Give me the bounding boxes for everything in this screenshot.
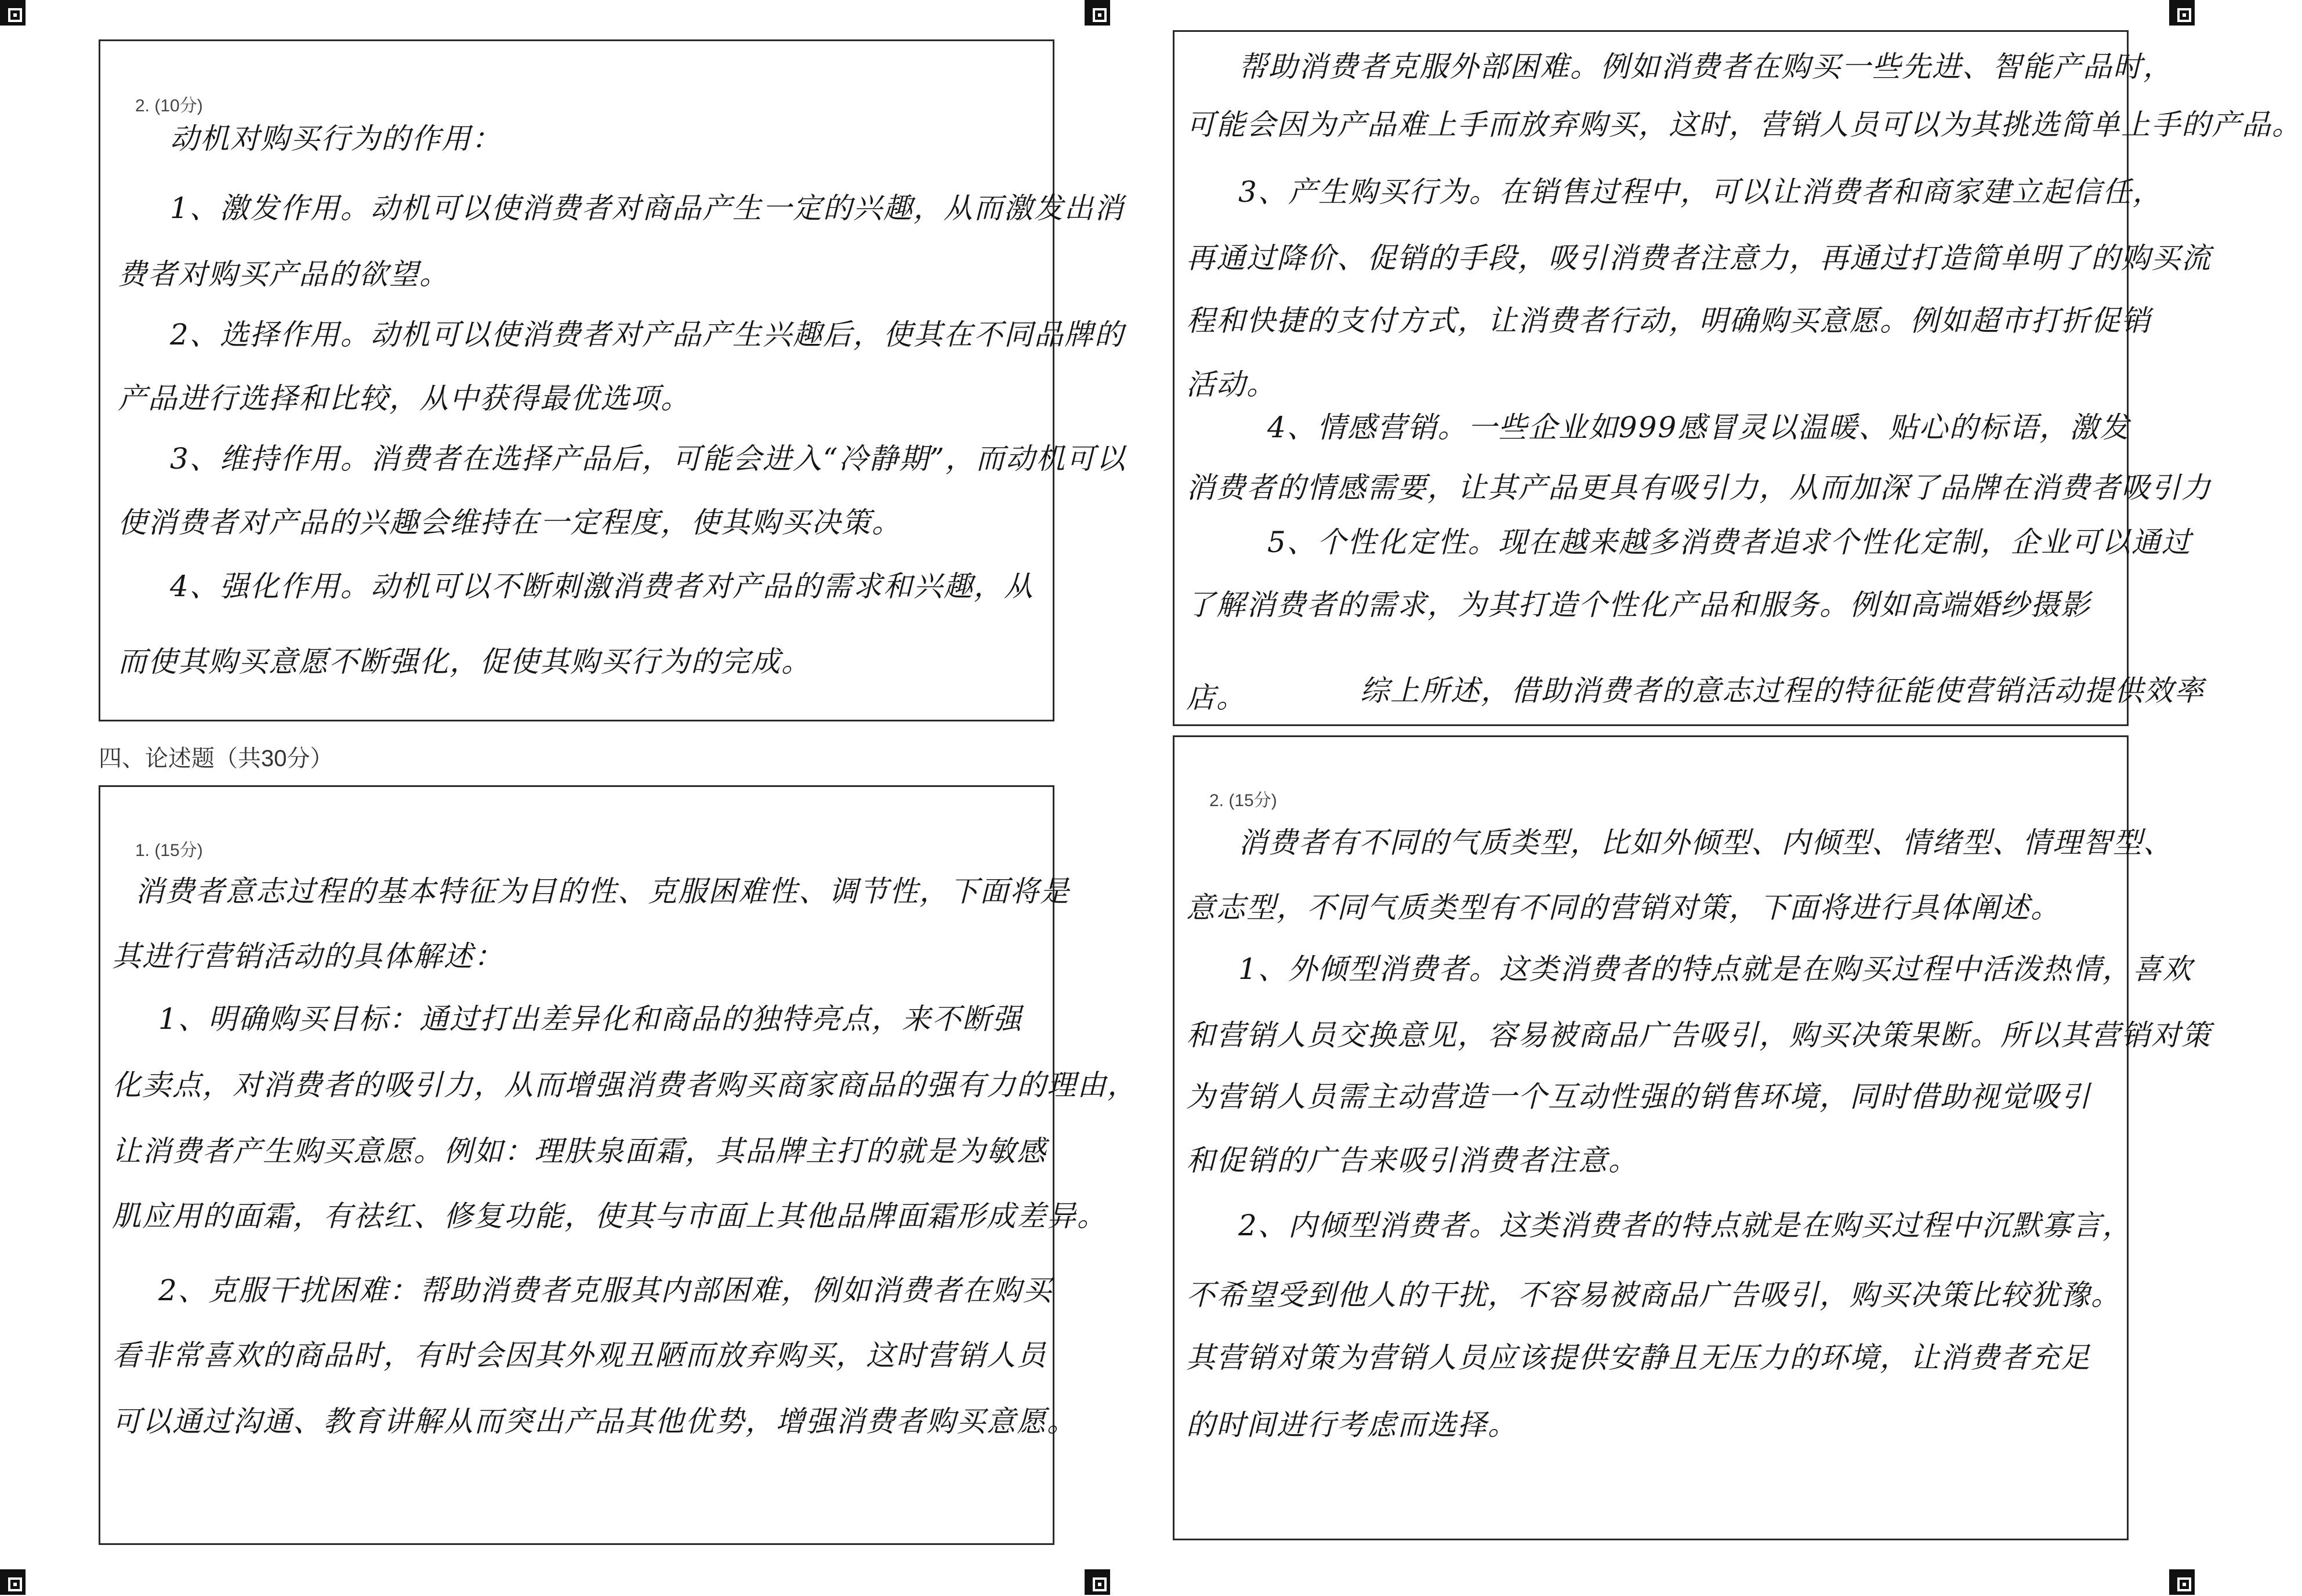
answer-line: 可能会因为产品难上手而放弃购买，这时，营销人员可以为其挑选简单上手的产品。 [1186, 108, 2302, 142]
answer-line: 费者对购买产品的欲望。 [118, 257, 449, 291]
answer-line: 帮助消费者克服外部困难。例如消费者在购买一些先进、智能产品时， [1238, 50, 2173, 84]
answer-line: 2、选择作用。动机可以使消费者对产品产生兴趣后，使其在不同品牌的 [170, 318, 1125, 351]
answer-box-q4-1-continued [1173, 30, 2302, 726]
answer-line: 3、维持作用。消费者在选择产品后，可能会进入“冷静期”，而动机可以 [170, 442, 1126, 476]
answer-line: 3、产生购买行为。在销售过程中，可以让消费者和商家建立起信任， [1238, 175, 2163, 209]
fiducial-marker-bottom-center [1085, 1569, 1110, 1595]
fiducial-marker-top-center [1085, 0, 1110, 26]
answer-box-q4-2 [1173, 735, 2212, 1540]
answer-line: 综上所述，借助消费者的意志过程的特征能使营销活动提供效率 [1360, 674, 2205, 708]
answer-line: 而使其购买意愿不断强化，促使其购买行为的完成。 [118, 645, 811, 679]
answer-line: 动机对购买行为的作用： [170, 122, 502, 155]
answer-line: 了解消费者的需求，为其打造个性化产品和服务。例如高端婚纱摄影 [1186, 588, 2091, 622]
answer-line: 让消费者产生购买意愿。例如：理肤泉面霜，其品牌主打的就是为敏感 [112, 1134, 1047, 1168]
answer-line: 使消费者对产品的兴趣会维持在一定程度，使其购买决策。 [118, 506, 902, 539]
answer-line: 程和快捷的支付方式，让消费者行动，明确购买意愿。例如超市打折促销 [1186, 304, 2151, 338]
answer-line: 肌应用的面霜，有祛红、修复功能，使其与市面上其他品牌面霜形成差异。 [112, 1199, 1107, 1233]
section-title: 四、论述题（共30分） [99, 746, 333, 771]
answer-line: 其营销对策为营销人员应该提供安静且无压力的环境，让消费者充足 [1186, 1341, 2091, 1374]
answer-line: 1、激发作用。动机可以使消费者对商品产生一定的兴趣，从而激发出消 [170, 191, 1125, 225]
fiducial-marker-bottom-left [0, 1569, 26, 1595]
answer-line: 意志型，不同气质类型有不同的营销对策，下面将进行具体阐述。 [1186, 891, 2061, 924]
question-label: 1. (15分) [135, 841, 203, 860]
answer-line: 可以通过沟通、教育讲解从而突出产品其他优势，增强消费者购买意愿。 [112, 1405, 1077, 1438]
answer-line: 不希望受到他人的干扰，不容易被商品广告吸引，购买决策比较犹豫。 [1186, 1278, 2121, 1312]
answer-line: 和促销的广告来吸引消费者注意。 [1186, 1144, 1638, 1177]
answer-line: 其进行营销活动的具体解述： [112, 940, 504, 973]
answer-line: 活动。 [1186, 368, 1277, 401]
fiducial-marker-top-right [2169, 0, 2195, 26]
answer-line: 5、个性化定性。现在越来越多消费者追求个性化定制，企业可以通过 [1267, 525, 2192, 559]
answer-line: 1、外倾型消费者。这类消费者的特点就是在购买过程中活泼热情，喜欢 [1238, 952, 2193, 986]
fiducial-marker-top-left [0, 0, 26, 26]
answer-line: 为营销人员需主动营造一个互动性强的销售环境，同时借助视觉吸引 [1186, 1080, 2091, 1113]
answer-line: 店。 [1186, 681, 1246, 714]
answer-line: 1、明确购买目标：通过打出差异化和商品的独特亮点，来不断强 [158, 1002, 1023, 1036]
answer-line: 看非常喜欢的商品时，有时会因其外观丑陋而放弃购买，这时营销人员 [112, 1339, 1047, 1372]
question-label: 2. (15分) [1209, 791, 1277, 810]
answer-line: 产品进行选择和比较，从中获得最优选项。 [118, 382, 691, 415]
answer-line: 再通过降价、促销的手段，吸引消费者注意力，再通过打造简单明了的购买流 [1186, 241, 2212, 275]
answer-line: 化卖点，对消费者的吸引力，从而增强消费者购买商家商品的强有力的理由， [112, 1068, 1137, 1102]
answer-line: 和营销人员交换意见，容易被商品广告吸引，购买决策果断。所以其营销对策 [1186, 1018, 2212, 1052]
answer-line: 的时间进行考虑而选择。 [1186, 1408, 1518, 1442]
answer-line: 消费者的情感需要，让其产品更具有吸引力，从而加深了品牌在消费者吸引力 [1186, 471, 2212, 505]
answer-box-q4-1 [99, 785, 1137, 1545]
answer-box-q3-2 [99, 39, 1126, 721]
answer-line: 2、克服干扰困难：帮助消费者克服其内部困难，例如消费者在购买 [158, 1274, 1053, 1307]
question-label: 2. (10分) [135, 96, 203, 115]
answer-line: 2、内倾型消费者。这类消费者的特点就是在购买过程中沉默寡言， [1238, 1209, 2133, 1242]
answer-line: 消费者意志过程的基本特征为目的性、克服困难性、调节性，下面将是 [135, 875, 1070, 908]
answer-line: 消费者有不同的气质类型，比如外倾型、内倾型、情绪型、情理智型、 [1238, 826, 2173, 859]
fiducial-marker-bottom-right [2169, 1569, 2195, 1595]
answer-line: 4、强化作用。动机可以不断刺激消费者对产品的需求和兴趣，从 [170, 570, 1034, 603]
answer-line: 4、情感营销。一些企业如999感冒灵以温暖、贴心的标语，激发 [1267, 411, 2130, 444]
